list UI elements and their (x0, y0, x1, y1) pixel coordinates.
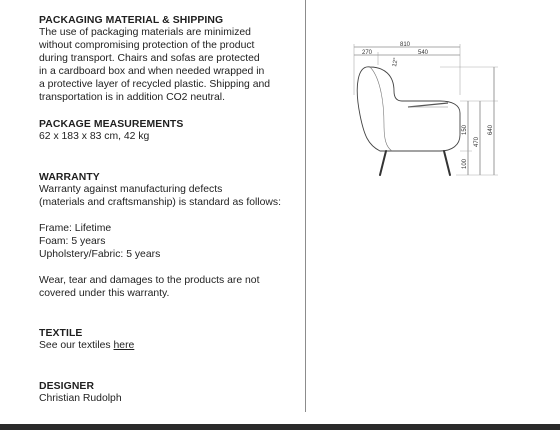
dim-label-back-width: 270 (362, 50, 373, 56)
package-measurements-heading: PACKAGE MEASUREMENTS (39, 119, 184, 131)
dim-label-seat-height: 470 (474, 136, 480, 147)
warranty-intro (39, 184, 301, 210)
dim-label-total-width: 810 (400, 42, 411, 48)
chair-leg-front (444, 151, 450, 175)
dim-label-arm-height: 150 (462, 124, 468, 135)
packaging-line: during transport. Chairs and sofas are protected (39, 52, 260, 64)
textile-heading: TEXTILE (39, 327, 83, 339)
packaging-line: without compromising protection of the product (39, 39, 255, 51)
product-info-column (39, 14, 301, 406)
chair-dimension-diagram (340, 35, 510, 185)
warranty-intro-line: Warranty against manufacturing defects (39, 184, 223, 196)
dim-label-angle: 12° (392, 57, 400, 68)
textile-text-prefix: See our textiles (39, 339, 114, 351)
dim-label-total-height: 640 (488, 124, 494, 135)
warranty-note (39, 275, 301, 301)
textile-text (39, 340, 301, 353)
textile-link[interactable]: here (113, 339, 135, 351)
column-divider (305, 0, 306, 412)
warranty-intro-line: (materials and craftsmanship) is standard as follows: (39, 197, 281, 209)
warranty-section (39, 171, 301, 300)
bottom-bar (0, 424, 560, 430)
packaging-line: a protective layer of recycled plastic. Shipping and (39, 78, 271, 90)
package-measurements-section (39, 118, 301, 144)
designer-section (39, 380, 301, 406)
packaging-heading: PACKAGING MATERIAL & SHIPPING (39, 15, 224, 26)
designer-name: Christian Rudolph (39, 392, 122, 404)
designer-heading: DESIGNER (39, 380, 95, 392)
warranty-note-line: covered under this warranty. (39, 287, 170, 299)
packaging-text (39, 27, 301, 104)
chair-body (357, 67, 460, 151)
warranty-note-line: Wear, tear and damages to the products are not (39, 274, 260, 286)
package-measurements-value: 62 x 183 x 83 cm, 42 kg (39, 131, 150, 143)
warranty-heading: WARRANTY (39, 172, 100, 184)
dim-label-leg-height: 100 (462, 158, 468, 169)
packaging-line: The use of packaging materials are minimized (39, 27, 251, 38)
warranty-item-foam: Foam: 5 years (39, 236, 106, 248)
warranty-item-frame: Frame: Lifetime (39, 223, 112, 235)
warranty-item-upholstery: Upholstery/Fabric: 5 years (39, 248, 161, 260)
dim-label-seat-depth: 540 (418, 50, 429, 56)
warranty-items (39, 223, 301, 262)
packaging-line: transportation is in addition CO2 neutral. (39, 91, 225, 103)
packaging-line: in a cardboard box and when needed wrapped in (39, 65, 265, 77)
packaging-section (39, 14, 301, 104)
textile-section (39, 327, 301, 353)
chair-leg-back (380, 151, 386, 175)
